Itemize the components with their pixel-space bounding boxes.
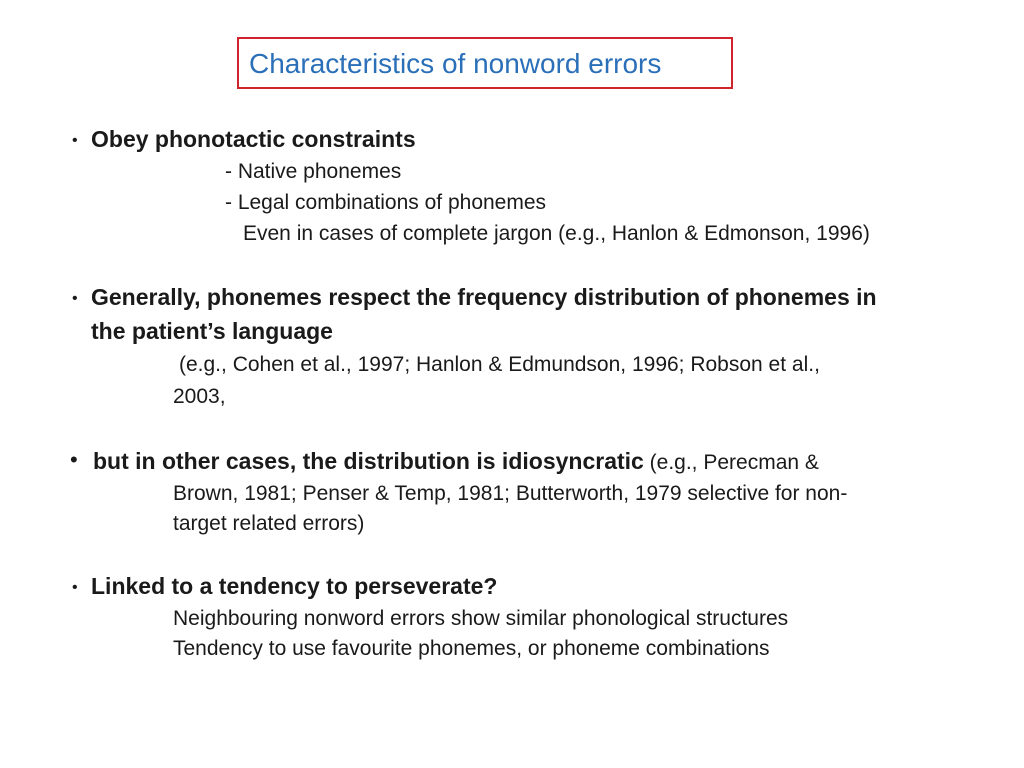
- section-3-heading-line: [93, 448, 819, 476]
- section-4-line-1: Neighbouring nonword errors show similar phonological structures: [173, 607, 789, 630]
- bullet-3: •: [70, 447, 78, 472]
- slide-title: Characteristics of nonword errors: [249, 48, 662, 79]
- section-3-line-1: Brown, 1981; Penser & Temp, 1981; Butterworth, 1979 selective for non-: [173, 482, 848, 505]
- bullet-4: •: [72, 579, 78, 596]
- section-2-line-1: (e.g., Cohen et al., 1997; Hanlon & Edmundson, 1996; Robson et al.,: [179, 353, 820, 376]
- title-box: [237, 37, 733, 89]
- section-3-line-2: target related errors): [173, 512, 365, 535]
- section-4-line-2: Tendency to use favourite phonemes, or phoneme combinations: [173, 637, 770, 660]
- section-2-line-2: 2003,: [173, 385, 226, 408]
- section-1-line-3: Even in cases of complete jargon (e.g., Hanlon & Edmonson, 1996): [243, 222, 870, 245]
- bullet-2: •: [72, 290, 78, 307]
- section-2-heading-line-1: Generally, phonemes respect the frequency distribution of phonemes in: [91, 284, 877, 310]
- bullet-1: •: [72, 132, 78, 149]
- section-1-heading: Obey phonotactic constraints: [91, 126, 416, 152]
- section-1-line-2: - Legal combinations of phonemes: [225, 191, 547, 214]
- section-3-inline-text: (e.g., Perecman &: [643, 451, 819, 474]
- section-3-heading: but in other cases, the distribution is idiosyncratic: [93, 448, 644, 474]
- section-1-line-1: - Native phonemes: [225, 160, 402, 183]
- section-4-heading: Linked to a tendency to perseverate?: [91, 573, 498, 599]
- section-2-heading-line-2: the patient’s language: [91, 318, 333, 344]
